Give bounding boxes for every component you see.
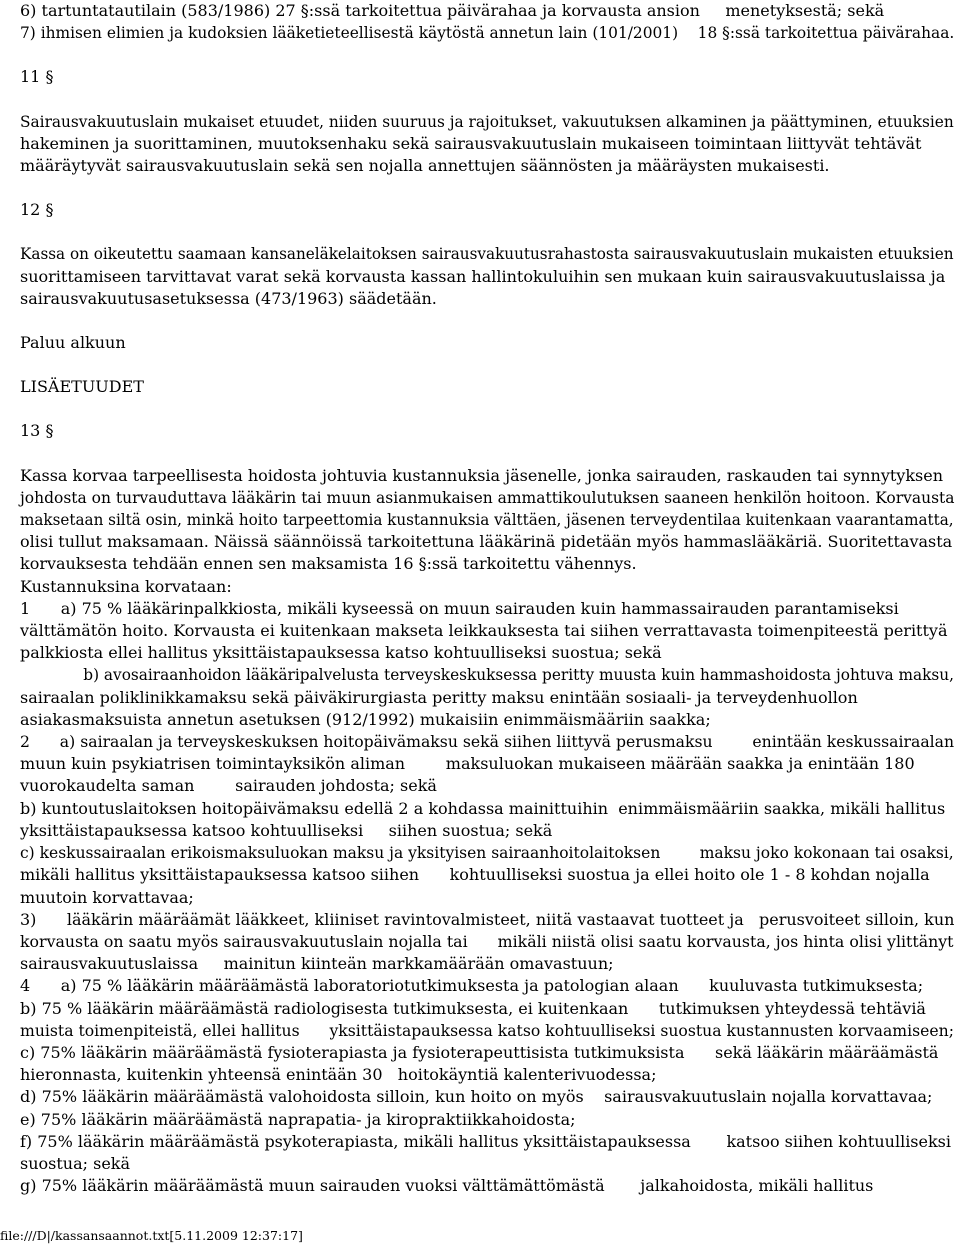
text-line: välttämätön hoito. Korvausta ei kuitenkaan makseta leikkauksesta tai siihen verrattavasta toimenpiteestä perittyä <box>20 621 948 641</box>
intro-line: 7) ihmisen elimien ja kudoksien lääketieteellisestä käytöstä annetun lain (101/2001) 18 §:ssä tarkoitettua päivärahaa. <box>20 23 955 43</box>
text-line: muun kuin psykiatrisen toimintayksikön aliman maksuluokan mukaiseen määrään saakka ja enintään 180 <box>20 754 915 774</box>
text-line: muutoin korvattavaa; <box>20 887 194 907</box>
text-line: b) kuntoutuslaitoksen hoitopäivämaksu edellä 2 a kohdassa mainittuihin enimmäismääriin saakka, mikäli hallitus <box>20 798 946 818</box>
text-line: 2 a) sairaalan ja terveyskeskuksen hoitopäivämaksu sekä siihen liittyvä perusmaksu enintään keskussairaalan <box>20 732 955 752</box>
text-line: määräytyvät sairausvakuutuslain sekä sen nojalla annettujen säännösten ja määräysten mukaisesti. <box>20 156 830 176</box>
text-line: 3) lääkärin määräämät lääkkeet, kliiniset ravintovalmisteet, niitä vastaavat tuotteet ja perusvoiteet silloin, kun <box>20 909 955 929</box>
text-line: yksittäistapauksessa katsoo kohtuulliseksi siihen suostua; sekä <box>20 820 553 840</box>
text-line: korvauksesta tehdään ennen sen maksamista 16 §:ssä tarkoitettu vähennys. <box>20 554 637 574</box>
text-line: suostua; sekä <box>20 1153 131 1173</box>
intro-line: 6) tartuntatautilain (583/1986) 27 §:ssä tarkoitettua päivärahaa ja korvausta ansion menetyksestä; sekä <box>20 1 885 20</box>
text-line: sairausvakuutuslaissa mainitun kiinteän markkamäärään omavastuun; <box>20 954 614 974</box>
text-line: 4 a) 75 % lääkärin määräämästä laboratoriotutkimuksesta ja patologian alaan kuuluvasta tutkimuksesta; <box>20 976 924 996</box>
section-heading-12: 12 § <box>20 200 54 220</box>
section-13-text <box>20 465 954 1198</box>
section-13 <box>20 420 954 1197</box>
chapter-title: LISÄETUUDET <box>20 377 144 397</box>
section-heading-11: 11 § <box>20 67 54 87</box>
section-11 <box>20 66 954 177</box>
text-line: Kassa korvaa tarpeellisesta hoidosta johtuvia kustannuksia jäsenelle, jonka sairauden, raskauden tai synnytyksen <box>20 465 944 485</box>
text-line: sairaalan poliklinikkamaksu sekä päiväkirurgiasta peritty maksu enintään sosiaali- ja terveydenhuollon <box>20 687 858 707</box>
text-line: suorittamiseen tarvittavat varat sekä korvausta kassan hallintokuluihin sen mukaan kuin sairausvakuutuslaissa ja <box>20 266 946 286</box>
text-line: 1 a) 75 % lääkärinpalkkiosta, mikäli kyseessä on muun sairauden kuin hammassairauden parantamiseksi <box>20 598 899 618</box>
text-line: Kustannuksina korvataan: <box>20 576 232 596</box>
text-line: b) avosairaanhoidon lääkäripalvelusta terveyskeskuksessa peritty muusta kuin hammashoidosta johtuva maksu, <box>20 665 955 685</box>
text-line: asiakasmaksuista annetun asetuksen (912/1992) mukaisiin enimmäismääriin saakka; <box>20 709 711 729</box>
text-line: olisi tullut maksamaan. Näissä säännöissä tarkoitettuna lääkärinä pidetään myös hammaslääkäriä. Suoritettavasta <box>20 532 953 552</box>
text-line: palkkiosta ellei hallitus yksittäistapauksessa katso kohtuulliseksi suostua; sekä <box>20 643 662 663</box>
text-line: b) 75 % lääkärin määräämästä radiologisesta tutkimuksesta, ei kuitenkaan tutkimuksen yhteydessä tehtäviä <box>20 998 926 1018</box>
text-line: c) keskussairaalan erikoismaksuluokan maksu ja yksityisen sairaanhoitolaitoksen maksu joko kokonaan tai osaksi, <box>20 843 954 863</box>
section-11-text <box>20 111 954 178</box>
text-line: muista toimenpiteistä, ellei hallitus yksittäistapauksessa katso kohtuulliseksi suostua kustannusten korvaamiseen; <box>20 1020 954 1040</box>
text-line: c) 75% lääkärin määräämästä fysioterapiasta ja fysioterapeuttisista tutkimuksista sekä lääkärin määräämästä <box>20 1042 939 1062</box>
text-line: Kassa on oikeutettu saamaan kansaneläkelaitoksen sairausvakuutusrahastosta sairausvakuutuslain mukaisten etuuksien <box>20 244 954 264</box>
text-line: vuorokaudelta saman sairauden johdosta; sekä <box>20 776 437 796</box>
text-line: hakeminen ja suorittaminen, muutoksenhaku sekä sairausvakuutuslain mukaiseen toimintaan liittyvät tehtävät <box>20 133 922 153</box>
text-line: mikäli hallitus yksittäistapauksessa katsoo siihen kohtuulliseksi suostua ja ellei hoito ole 1 - 8 kohdan nojalla <box>20 865 930 885</box>
section-heading-13: 13 § <box>20 421 54 441</box>
text-line: sairausvakuutusasetuksessa (473/1963) säädetään. <box>20 288 437 308</box>
text-line: johdosta on turvauduttava lääkärin tai muun asianmukaisen ammattikoulutuksen saaneen henkilön hoitoon. Korvausta <box>20 487 955 507</box>
document-body <box>20 0 954 1197</box>
text-line: korvausta on saatu myös sairausvakuutuslain nojalla tai mikäli niistä olisi saatu korvausta, jos hinta olisi ylittänyt <box>20 931 954 951</box>
text-line: Sairausvakuutuslain mukaiset etuudet, niiden suuruus ja rajoitukset, vakuutuksen alkaminen ja päättyminen, etuuksien <box>20 111 954 131</box>
text-line: d) 75% lääkärin määräämästä valohoidosta silloin, kun hoito on myös sairausvakuutuslain nojalla korvattavaa; <box>20 1087 933 1107</box>
section-12 <box>20 199 954 310</box>
section-12-text <box>20 243 954 310</box>
intro-items <box>20 0 954 44</box>
text-line: g) 75% lääkärin määräämästä muun sairauden vuoksi välttämättömästä jalkahoidosta, mikäli hallitus <box>20 1176 874 1196</box>
text-line: hieronnasta, kuitenkin yhteensä enintään 30 hoitokäyntiä kalenterivuodessa; <box>20 1065 657 1085</box>
file-path-footer: file:///D|/kassansaannot.txt[5.11.2009 12:37:17] <box>0 1228 303 1243</box>
text-line: e) 75% lääkärin määräämästä naprapatia- ja kiropraktiikkahoidosta; <box>20 1109 576 1129</box>
back-to-top-link[interactable]: Paluu alkuun <box>20 333 126 353</box>
text-line: f) 75% lääkärin määräämästä psykoterapiasta, mikäli hallitus yksittäistapauksessa katsoo siihen kohtuulliseksi <box>20 1131 952 1151</box>
text-line: maksetaan siltä osin, minkä hoito tarpeettomia kustannuksia välttäen, jäsenen terveydentilaa kuitenkaan vaarantamatta, <box>20 510 954 530</box>
